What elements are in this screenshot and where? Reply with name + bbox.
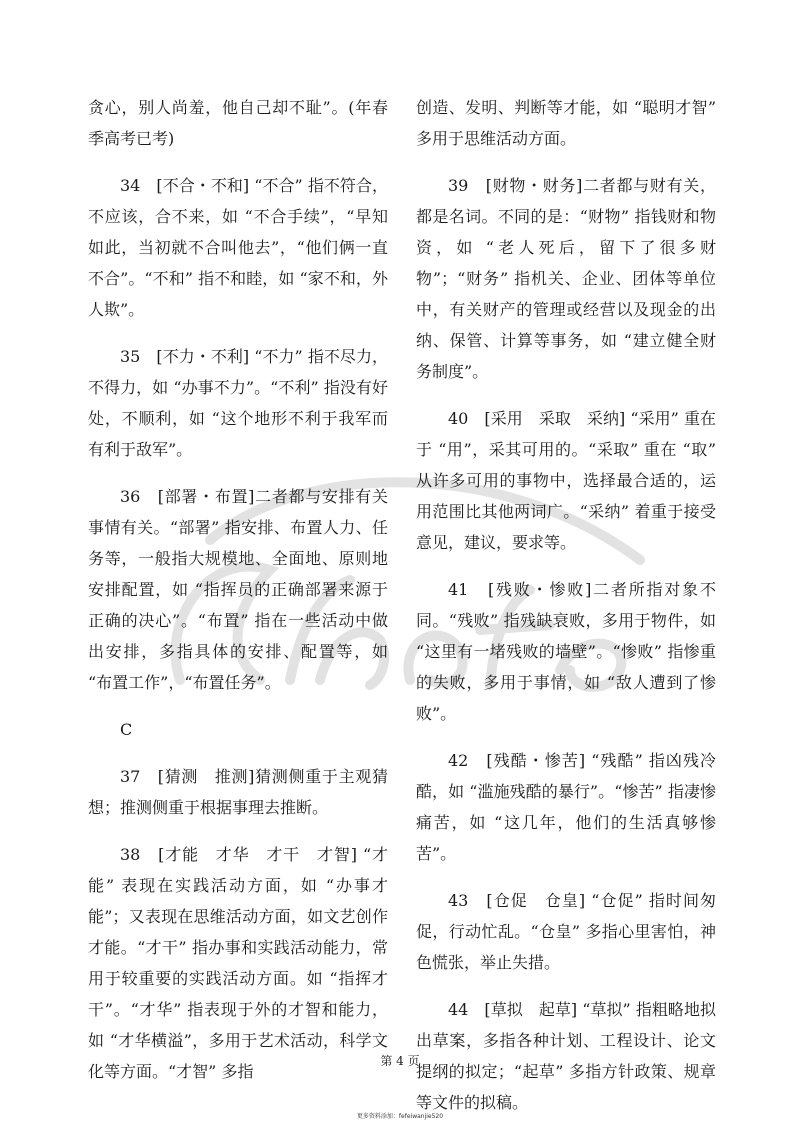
- entry-40: 40 [采用 采取 采纳] “采用” 重在于 “用”，采其可用的。“采取” 重在 “取” 从许多可用的事物中，选择最合适的，运用范围比其他两词广。“采纳” 着重于接受意见，建议，要求等。: [416, 409, 716, 552]
- right-column: [416, 92, 716, 1134]
- paragraph-continuation: 创造、发明、判断等才能，如 “聪明才智” 多用于思维活动方面。: [416, 98, 716, 148]
- entry-44: 44 [草拟 起草] “草拟” 指粗略地拟出草案，多指各种计划、工程设计、论文提纲的拟定；“起草” 多指方针政策、规章等文件的拟稿。: [416, 1000, 716, 1112]
- section-letter-c: C: [120, 720, 133, 739]
- entry-37: 37 [猜测 推测]猜测侧重于主观猜想；推测侧重于根据事理去推断。: [88, 767, 388, 817]
- entry-39: 39 [财物・财务]二者都与财有关，都是名词。不同的是：“财物” 指钱财和物资，如 “老人死后，留下了很多财物”；“财务” 指机关、企业、团体等单位中，有关财产的管理或经营以及现金的出纳、保管、计算等事务，如 “建立健全财务制度”。: [416, 176, 716, 381]
- entry-34: 34 [不合・不和] “不合” 指不符合，不应该，合不来，如 “不合手续”，“早知如此，当初就不合叫他去”，“他们俩一直不合”。“不和” 指不和睦，如 “家不和，外人欺”。: [88, 176, 388, 319]
- entry-41: 41 [残败・惨败]二者所指对象不同。“残败” 指残缺衰败，多用于物件，如 “这里有一堵残败的墙壁”。“惨败” 指惨重的失败，多用于事情，如 “敌人遭到了惨败”。: [416, 580, 716, 723]
- entry-36: 36 [部署・布置]二者都与安排有关事情有关。“部署” 指安排、布置人力、任务等，一般指大规模地、全面地、原则地安排配置，如 “指挥员的正确部署来源于正确的决心”。“布置” 指在一些活动中做出安排，多指具体的安排、配置等，如 “布置工作”，“布置任务”。: [88, 487, 388, 692]
- entry-42: 42 [残酷・惨苦] “残酷” 指凶残冷酷，如 “滥施残酷的暴行”。“惨苦” 指凄惨痛苦，如 “这几年，他们的生活真够惨苦”。: [416, 751, 716, 863]
- entry-35: 35 [不力・不利] “不力” 指不尽力，不得力，如 “办事不力”。“不利” 指没有好处，不顺利，如 “这个地形不利于我军而有利于敌军”。: [88, 347, 388, 459]
- entry-38: 38 [才能 才华 才干 才智] “才能” 表现在实践活动方面，如 “办事才能”；又表现在思维活动方面，如文艺创作才能。“才干” 指办事和实践活动能力，常用于较重要的实践活动方面。如 “指挥才干”。“才华” 指表现于外的才智和能力，如 “才华横溢”，多用于艺术活动，科学文化等方面。“才智” 多指: [88, 845, 388, 1081]
- page-number: 第 4 页: [380, 1054, 420, 1068]
- footer-note: 更多资料添加：fefeiwanjie520: [356, 1113, 444, 1120]
- entry-43: 43 [仓促 仓皇] “仓促” 指时间匆促，行动忙乱。“仓皇” 多指心里害怕，神色慌张，举止失措。: [416, 891, 716, 972]
- paragraph-continuation: 贪心，别人尚羞，他自己却不耻”。(年春季高考已考): [88, 98, 388, 148]
- left-column: [88, 92, 388, 1103]
